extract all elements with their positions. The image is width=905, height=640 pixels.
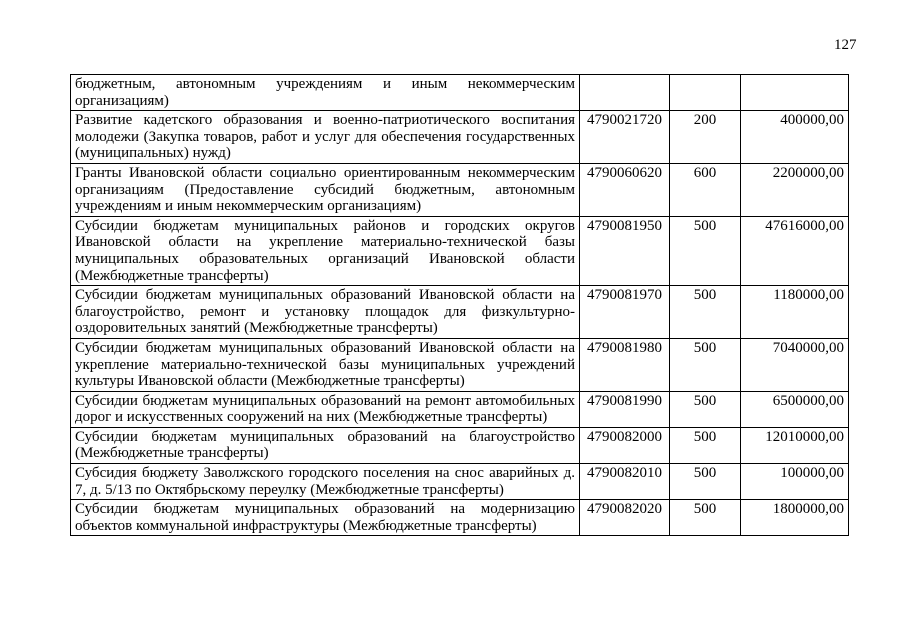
row-code: 4790081950 [580,216,670,285]
table-row [71,338,849,391]
row-amount: 12010000,00 [741,427,849,463]
row-expense-type: 200 [670,111,741,164]
row-amount: 6500000,00 [741,391,849,427]
row-amount: 400000,00 [741,111,849,164]
row-code: 4790082000 [580,427,670,463]
budget-table-body [71,75,849,536]
table-row [71,464,849,500]
row-description: Субсидия бюджету Заволжского городского поселения на снос аварийных д. 7, д. 5/13 по Октябрьскому переулку (Межбюджетные трансферты) [71,464,580,500]
row-description: Субсидии бюджетам муниципальных районов и городских округов Ивановской области на укрепление материально-технической базы муниципальных образовательных организаций Ивановской области (Межбюджетные трансферты) [71,216,580,285]
row-amount: 1180000,00 [741,286,849,339]
row-expense-type: 500 [670,500,741,536]
row-amount: 100000,00 [741,464,849,500]
row-description: Субсидии бюджетам муниципальных образований Ивановской области на укрепление материально-технической базы муниципальных учреждений культуры Ивановской области (Межбюджетные трансферты) [71,338,580,391]
table-row [71,75,849,111]
row-expense-type: 500 [670,216,741,285]
row-code: 4790081980 [580,338,670,391]
row-amount: 1800000,00 [741,500,849,536]
row-expense-type: 500 [670,338,741,391]
table-row [71,391,849,427]
row-code: 4790082020 [580,500,670,536]
row-amount [741,75,849,111]
row-amount: 47616000,00 [741,216,849,285]
row-amount: 2200000,00 [741,163,849,216]
table-row [71,216,849,285]
row-description: Субсидии бюджетам муниципальных образований на модернизацию объектов коммунальной инфраструктуры (Межбюджетные трансферты) [71,500,580,536]
row-expense-type: 500 [670,286,741,339]
row-description: Гранты Ивановской области социально ориентированным некоммерческим организациям (Предоставление субсидий бюджетным, автономным учреждениям и иным некоммерческим организациям) [71,163,580,216]
row-code: 4790021720 [580,111,670,164]
row-code: 4790081990 [580,391,670,427]
table-row [71,163,849,216]
row-amount: 7040000,00 [741,338,849,391]
table-row [71,500,849,536]
row-expense-type: 500 [670,391,741,427]
budget-table [70,74,849,536]
page-number: 127 [834,37,857,53]
row-expense-type [670,75,741,111]
table-row [71,286,849,339]
row-code: 4790060620 [580,163,670,216]
row-expense-type: 600 [670,163,741,216]
row-code: 4790081970 [580,286,670,339]
table-row [71,111,849,164]
row-description: Субсидии бюджетам муниципальных образований на ремонт автомобильных дорог и искусственных сооружений на них (Межбюджетные трансферты) [71,391,580,427]
table-row [71,427,849,463]
row-description: Развитие кадетского образования и военно-патриотического воспитания молодежи (Закупка товаров, работ и услуг для обеспечения государственных (муниципальных) нужд) [71,111,580,164]
row-code [580,75,670,111]
row-description: бюджетным, автономным учреждениям и иным некоммерческим организациям) [71,75,580,111]
row-description: Субсидии бюджетам муниципальных образований на благоустройство (Межбюджетные трансферты) [71,427,580,463]
row-description: Субсидии бюджетам муниципальных образований Ивановской области на благоустройство, ремонт и установку площадок для физкультурно-оздоровительных занятий (Межбюджетные трансферты) [71,286,580,339]
row-code: 4790082010 [580,464,670,500]
row-expense-type: 500 [670,464,741,500]
row-expense-type: 500 [670,427,741,463]
